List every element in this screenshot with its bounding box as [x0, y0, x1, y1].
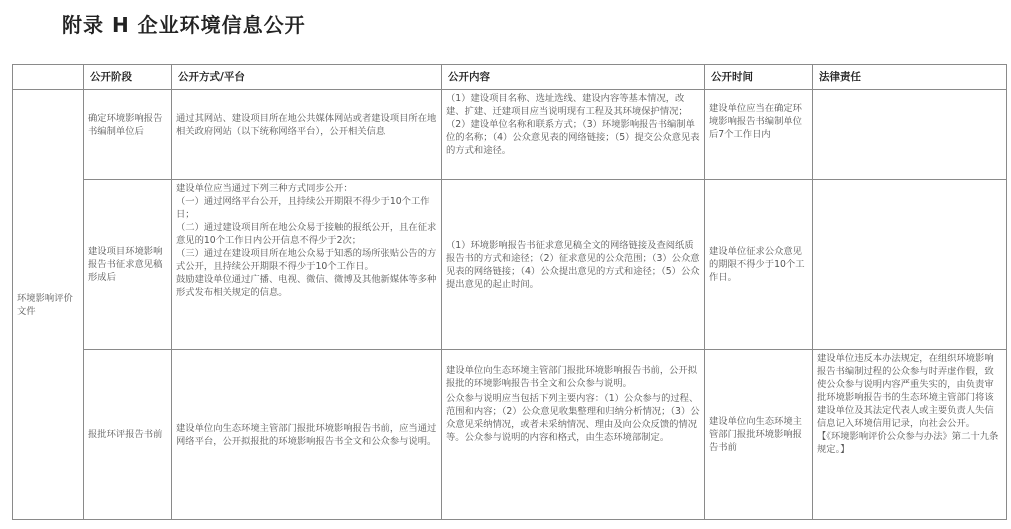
stage-text: 报批环评报告书前 — [88, 429, 163, 440]
time-text: 建设单位应当在确定环境影响报告书编制单位后7个工作日内 — [709, 103, 802, 140]
time-text: 建设单位征求公众意见的期限不得少于10个工作日。 — [709, 246, 805, 283]
method-text: （二）通过建设项目所在地公众易于接触的报纸公开，且在征求意见的10个工作日内公开信息不得少于2次； — [176, 222, 437, 246]
method-cell — [172, 180, 442, 350]
liability-text: 建设单位违反本办法规定，在组织环境影响报告书编制过程的公众参与时弄虚作假，致使公众参与说明内容严重失实的，由负责审批环境影响报告书的生态环境主管部门将该建设单位及其法定代表人或主要负责人失信信息记入环境信用记录，向社会公开。 — [817, 353, 994, 429]
liability-cell — [813, 90, 1007, 180]
header-liability: 法律责任 — [813, 65, 1007, 90]
group-label: 环境影响评价文件 — [17, 292, 73, 317]
content-text: 建设单位向生态环境主管部门报批环境影响报告书前，公开拟报批的环境影响报告书全文和公众参与说明。 — [446, 365, 698, 389]
header-method: 公开方式/平台 — [172, 65, 442, 90]
stage-text: 建设项目环境影响报告书征求意见稿形成后 — [88, 246, 163, 283]
header-content: 公开内容 — [442, 65, 705, 90]
stage-cell — [84, 90, 172, 180]
table-row — [13, 350, 1007, 520]
content-cell — [442, 180, 705, 350]
page-title: 附录 H 企业环境信息公开 — [62, 13, 306, 37]
method-text: （三）通过在建设项目所在地公众易于知悉的场所张贴公告的方式公开，且持续公开期限不得少于10个工作日。 — [176, 248, 437, 272]
method-text: 鼓励建设单位通过广播、电视、微信、微博及其他新媒体等多种形式发布相关规定的信息。 — [176, 274, 437, 298]
content-text: （1）环境影响报告书征求意见稿全文的网络链接及查阅纸质报告书的方式和途径；（2）征求意见的公众范围；（3）公众意见表的网络链接；（4）公众提出意见的方式和途径；（5）公众提出意见的起止时间。 — [446, 239, 700, 290]
content-text: （1）建设项目名称、选址选线、建设内容等基本情况，改建、扩建、迁建项目应当说明现有工程及其环境保护情况；（2）建设单位名称和联系方式；（3）环境影响报告书编制单位的名称；（4）公众意见表的网络链接；（5）提交公众意见表的方式和途径。 — [446, 93, 700, 156]
content-cell — [442, 350, 705, 520]
method-text: 建设单位向生态环境主管部门报批环境影响报告书前，应当通过网络平台，公开拟报批的环境影响报告书全文和公众参与说明。 — [176, 422, 437, 447]
table-header-row — [13, 65, 1007, 90]
table-row — [13, 90, 1007, 180]
group-label-cell — [13, 90, 84, 520]
disclosure-table — [12, 64, 1007, 520]
table-row — [13, 180, 1007, 350]
header-stage: 公开阶段 — [84, 65, 172, 90]
method-text: （一）通过网络平台公开，且持续公开期限不得少于10个工作日； — [176, 196, 430, 220]
liability-citation: 【《环境影响评价公众参与办法》第二十九条规定。】 — [817, 431, 999, 455]
method-text: 建设单位应当通过下列三种方式同步公开： — [176, 183, 353, 194]
header-blank — [13, 65, 84, 90]
method-cell — [172, 350, 442, 520]
header-time: 公开时间 — [705, 65, 813, 90]
method-cell — [172, 90, 442, 180]
liability-cell — [813, 350, 1007, 520]
stage-cell — [84, 180, 172, 350]
method-text: 通过其网站、建设项目所在地公共媒体网站或者建设项目所在地相关政府网站（以下统称网络平台），公开相关信息 — [176, 113, 437, 137]
time-cell — [705, 350, 813, 520]
time-cell — [705, 180, 813, 350]
time-cell — [705, 90, 813, 180]
liability-cell — [813, 180, 1007, 350]
content-cell — [442, 90, 705, 180]
stage-cell — [84, 350, 172, 520]
time-text: 建设单位向生态环境主管部门报批环境影响报告书前 — [709, 416, 802, 453]
content-text: 公众参与说明应当包括下列主要内容：（1）公众参与的过程、范围和内容；（2）公众意见收集整理和归纳分析情况；（3）公众意见采纳情况，或者未采纳情况、理由及向公众反馈的情况等。公众参与说明的内容和格式，由生态环境部制定。 — [446, 393, 700, 443]
stage-text: 确定环境影响报告书编制单位后 — [88, 113, 163, 137]
